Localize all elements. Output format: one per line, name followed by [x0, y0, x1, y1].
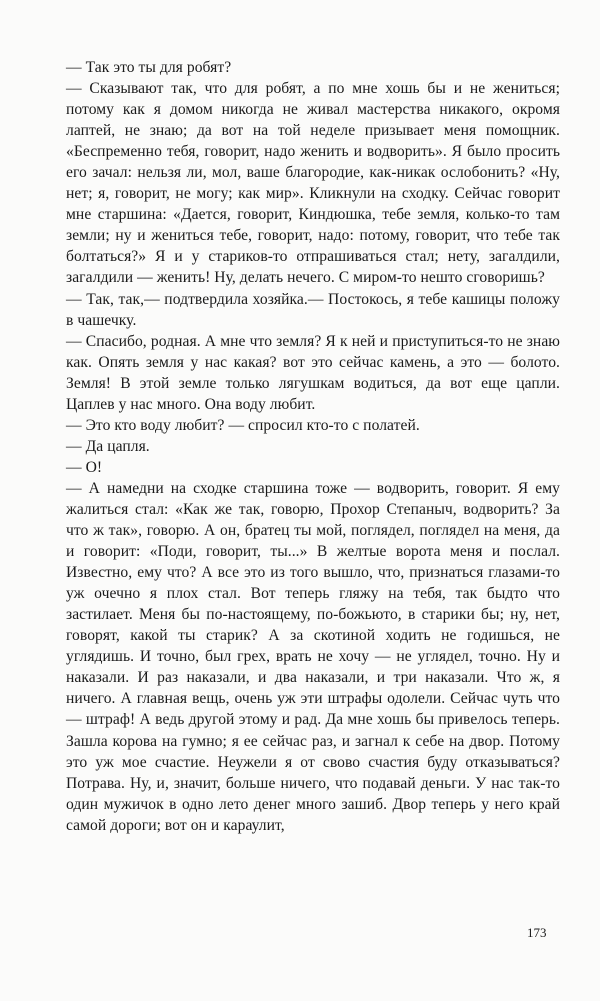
page-number: 173: [527, 925, 547, 940]
paragraph-8: — А намедни на сходке старшина тоже — водворить, говорит. Я ему жалиться стал: «Как же так, говорю, Прохор Степаныч, водворить? За что ж так», говорю. А он, братец ты мой, поглядел, поглядел на меня, да и говорит: «Поди, говорит, ты...» В желтые ворота меня и послал. Известно, ему что? А все это из того вышло, что, признаться глазами-то уж очечно я плох стал. Вот теперь гляжу на тебя, так быдто что застилает. Меня бы по-настоящему, по-божьюто, в старики бы; ну, нет, говорят, какой ты старик? А за скотиной ходить не годишься, не углядишь. И точно, был грех, врать не хочу — не углядел, точно. Ну и наказали. И раз наказали, и два наказали, и три наказали. Что ж, я ничего. А главная вещь, очень уж эти штрафы одолели. Сейчас чуть что — штраф! А ведь другой этому и рад. Да мне хошь бы привелось теперь. Зашла корова на гумно; я ее сейчас раз, и загнал к себе на двор. Потому это уж мое счастие. Неужели я от свово счастия буду отказываться? Потрава. Ну, и, значит, больше ничего, что подавай деньги. У нас так-то один мужичок в одно лето денег много зашиб. Двор теперь у него край самой дороги; вот он и караулит,: [66, 479, 560, 834]
paragraph-2: — Сказывают так, что для робят, а по мне хошь бы и не жениться; потому как я домом никогда не живал мастерства никакого, окромя лаптей, не знаю; да вот на той неделе призывает меня помощник. «Беспременно тебя, говорит, надо женить и водворить». Я было просить его зачал: нельзя ли, мол, ваше благородие, как-никак ослобонить? «Ну, нет; я, говорит, не могу; как мир». Кликнули на сходку. Сейчас говорит мне старшина: «Дается, говорит, Киндюшка, тебе земля, колько-то там земли; ну и жениться тебе, говорит, надо: потому, говорит, что тебе так болтаться?» Я и у стариков-то отпрашиваться стал; нету, загалдили, загалдили — женить! Ну, делать нечего. С миром-то нешто сговоришь?: [66, 80, 560, 287]
paragraph-4: — Спасибо, родная. А мне что земля? Я к ней и приступиться-то не знаю как. Опять земля у нас какая? вот это сейчас камень, а это — болото. Земля! В этой земле только лягушкам водиться, да вот еще цапли. Цаплев у нас много. Она воду любит.: [66, 332, 560, 413]
paragraph-5: — Это кто воду любит? — спросил кто-то с полатей.: [66, 416, 420, 434]
paragraph-3: — Так, так,— подтвердила хозяйка.— Постокось, я тебе кашицы положу в чашечку.: [66, 290, 560, 329]
paragraph-7: — О!: [66, 458, 103, 476]
paragraph-1: — Так это ты для робят?: [66, 59, 232, 76]
body-text: [66, 57, 560, 836]
paragraph-6: — Да цапля.: [66, 437, 150, 455]
